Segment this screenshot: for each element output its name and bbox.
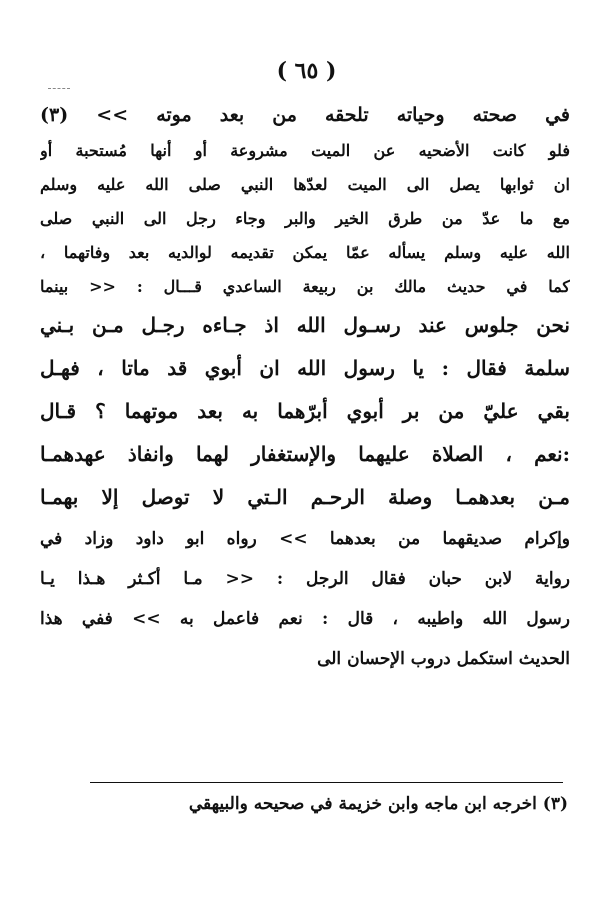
footnote-divider xyxy=(90,782,563,783)
text-line: مـن بعدهمـا وصلة الرحـم الـتي لا توصل إلا بهمـا xyxy=(40,485,570,509)
page-number xyxy=(0,58,613,84)
text-line: بقي عليّ من بر أبوي أبرّهما به بعد موتهما ؟ قـال xyxy=(40,399,570,423)
text-line: ان ثوابها يصل الى الميت لعدّها النبي صلى الله عليه وسلم xyxy=(40,175,570,194)
text-line: فلو كانت الأضحيه عن الميت مشروعة أو أنها مُستحبة أو xyxy=(40,141,570,160)
text-line: في صحته وحياته تلحقه من بعد موته >> (٣) xyxy=(40,104,570,126)
text-line: وإكرام صديقهما من بعدهما >> رواه ابو داود وزاد في xyxy=(40,529,570,549)
text-line: مع ما عدّ من طرق الخير والبر وجاء رجل الى النبي صلى xyxy=(40,209,570,228)
text-line: رسول الله واطيبه ، قال : نعم فاعمل به >> ففي هذا xyxy=(40,609,570,629)
text-line: نحن جلوس عند رسـول الله اذ جـاءه رجـل مـن بـني xyxy=(40,313,570,337)
text-line: الحديث استكمل دروب الإحسان الى xyxy=(317,649,570,669)
text-line: سلمة فقال : يا رسول الله ان أبوي قد ماتا ، فهـل xyxy=(40,356,570,380)
margin-dash-mark xyxy=(48,88,70,89)
page-number-text: ( ٦٥ ) xyxy=(276,58,337,84)
text-line: كما في حديث مالك بن ربيعة الساعدي قـــال : << بينما xyxy=(40,277,570,296)
footnote-text: (٣) اخرجه ابن ماجه وابن خزيمة في صحيحه والبيهقي xyxy=(188,794,568,814)
text-line: الله عليه وسلم يسأله عمّا يمكن تقديمه لوالديه بعد وفاتهما ، xyxy=(40,243,570,262)
body-text xyxy=(40,96,570,679)
text-line: رواية لابن حبان فقال الرجل : << مـا أكـثر هـذا يـا xyxy=(40,569,570,589)
footnote xyxy=(40,794,568,814)
text-line: :نعم ، الصلاة عليهما والإستغفار لهما وانفاذ عهدهمـا xyxy=(40,442,570,466)
